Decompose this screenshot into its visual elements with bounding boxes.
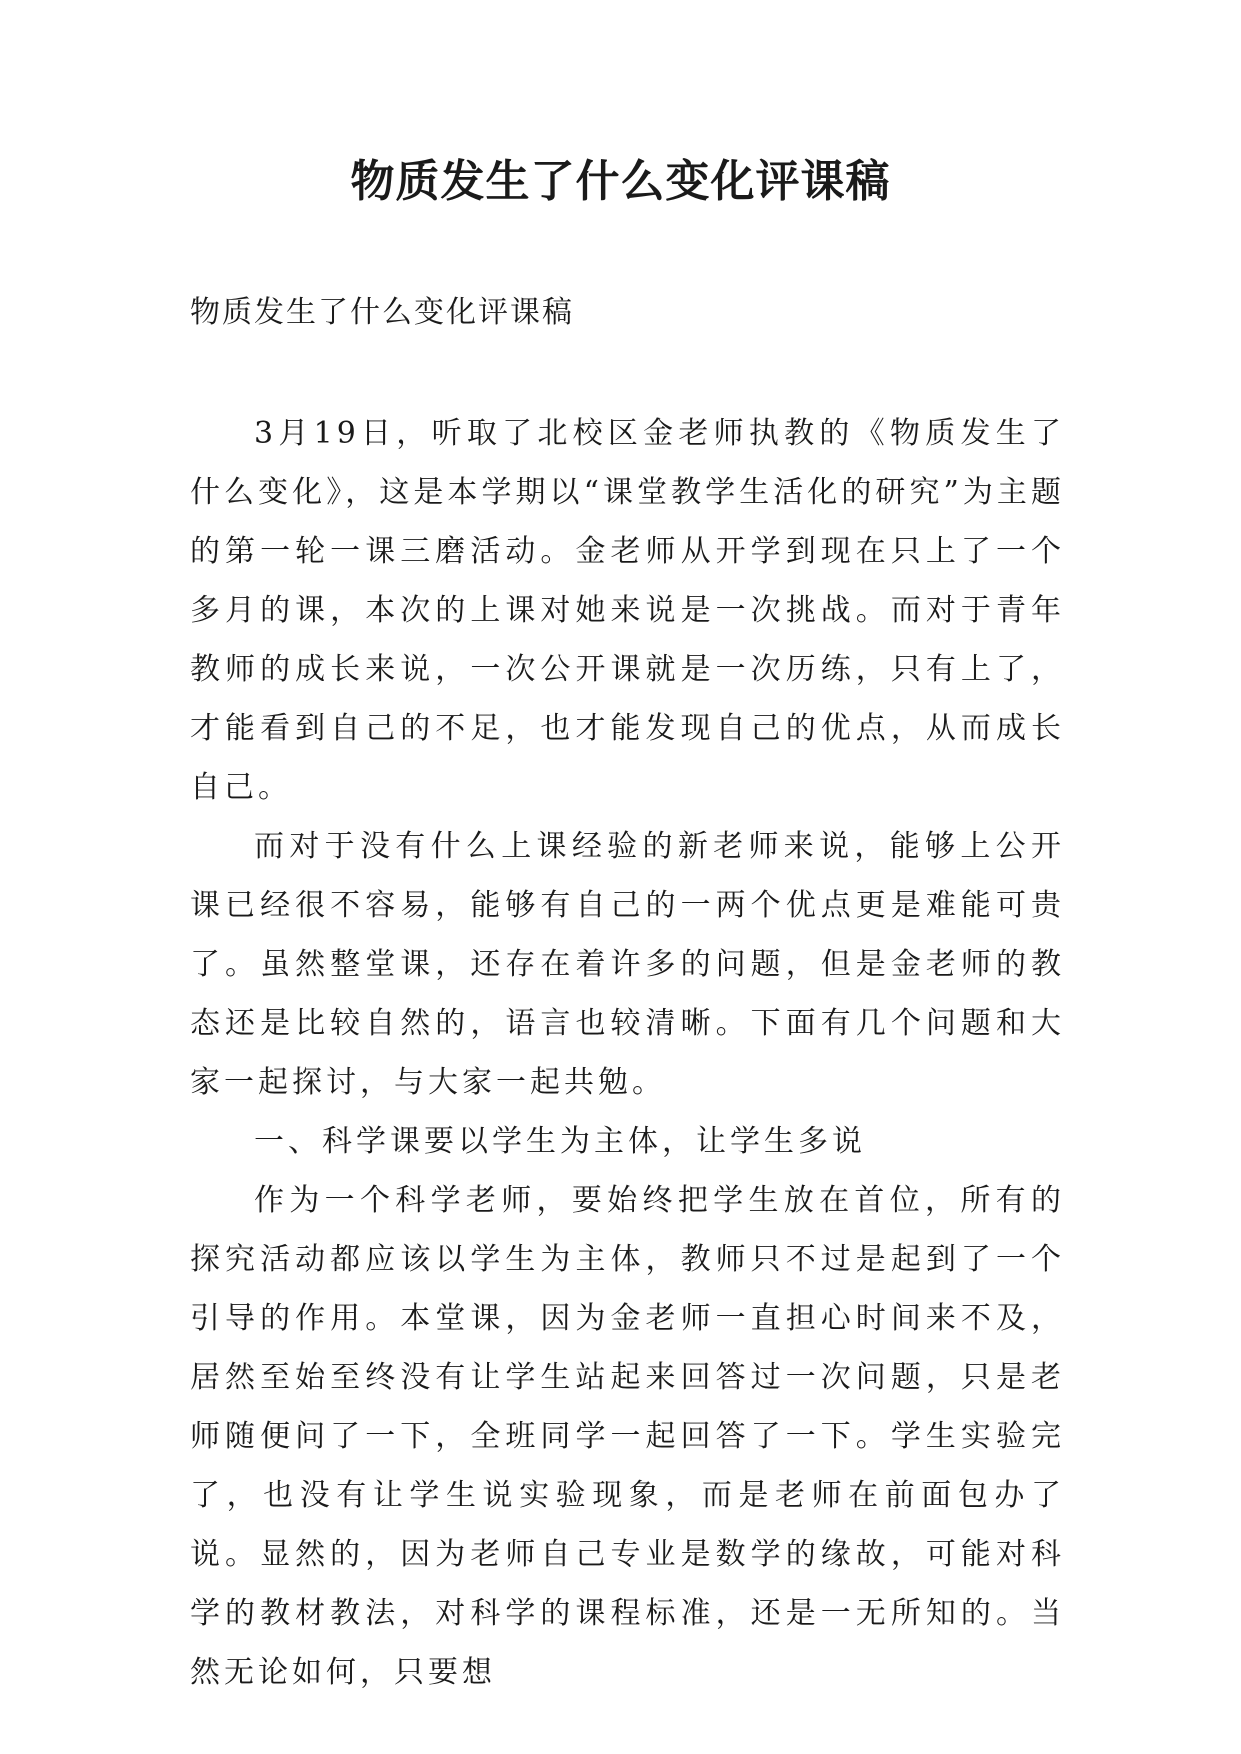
document-title: 物质发生了什么变化评课稿 — [350, 156, 891, 207]
section-heading: 一、科学课要以学生为主体，让学生多说 — [254, 1124, 866, 1159]
body-paragraph: 作为一个科学老师，要始终把学生放在首位，所有的探究活动都应该以学生为主体，教师只不过是起到了一个引导的作用。本堂课，因为金老师一直担心时间来不及，居然至始至终没有让学生站起来回答过一次问题，只是老师随便问了一下，全班同学一起回答了一下。学生实验完了，也没有让学生说实验现象，而是老师在前面包办了说。显然的，因为老师自己专业是数学的缘故，可能对科学的教材教法，对科学的课程标准，还是一无所知的。当然无论如何，只要想 — [190, 1183, 1065, 1690]
body-paragraph: 而对于没有什么上课经验的新老师来说，能够上公开课已经很不容易，能够有自己的一两个优点更是难能可贵了。虽然整堂课，还存在着许多的问题，但是金老师的教态还是比较自然的，语言也较清晰。下面有几个问题和大家一起探讨，与大家一起共勉。 — [190, 829, 1065, 1100]
document-subtitle: 物质发生了什么变化评课稿 — [190, 295, 574, 330]
body-paragraph: 3月19日，听取了北校区金老师执教的《物质发生了什么变化》，这是本学期以“课堂教学生活化的研究”为主题的第一轮一课三磨活动。金老师从开学到现在只上了一个多月的课，本次的上课对她来说是一次挑战。而对于青年教师的成长来说，一次公开课就是一次历练，只有上了，才能看到自己的不足，也才能发现自己的优点，从而成长自己。 — [190, 416, 1065, 805]
document-body — [190, 404, 1065, 1702]
